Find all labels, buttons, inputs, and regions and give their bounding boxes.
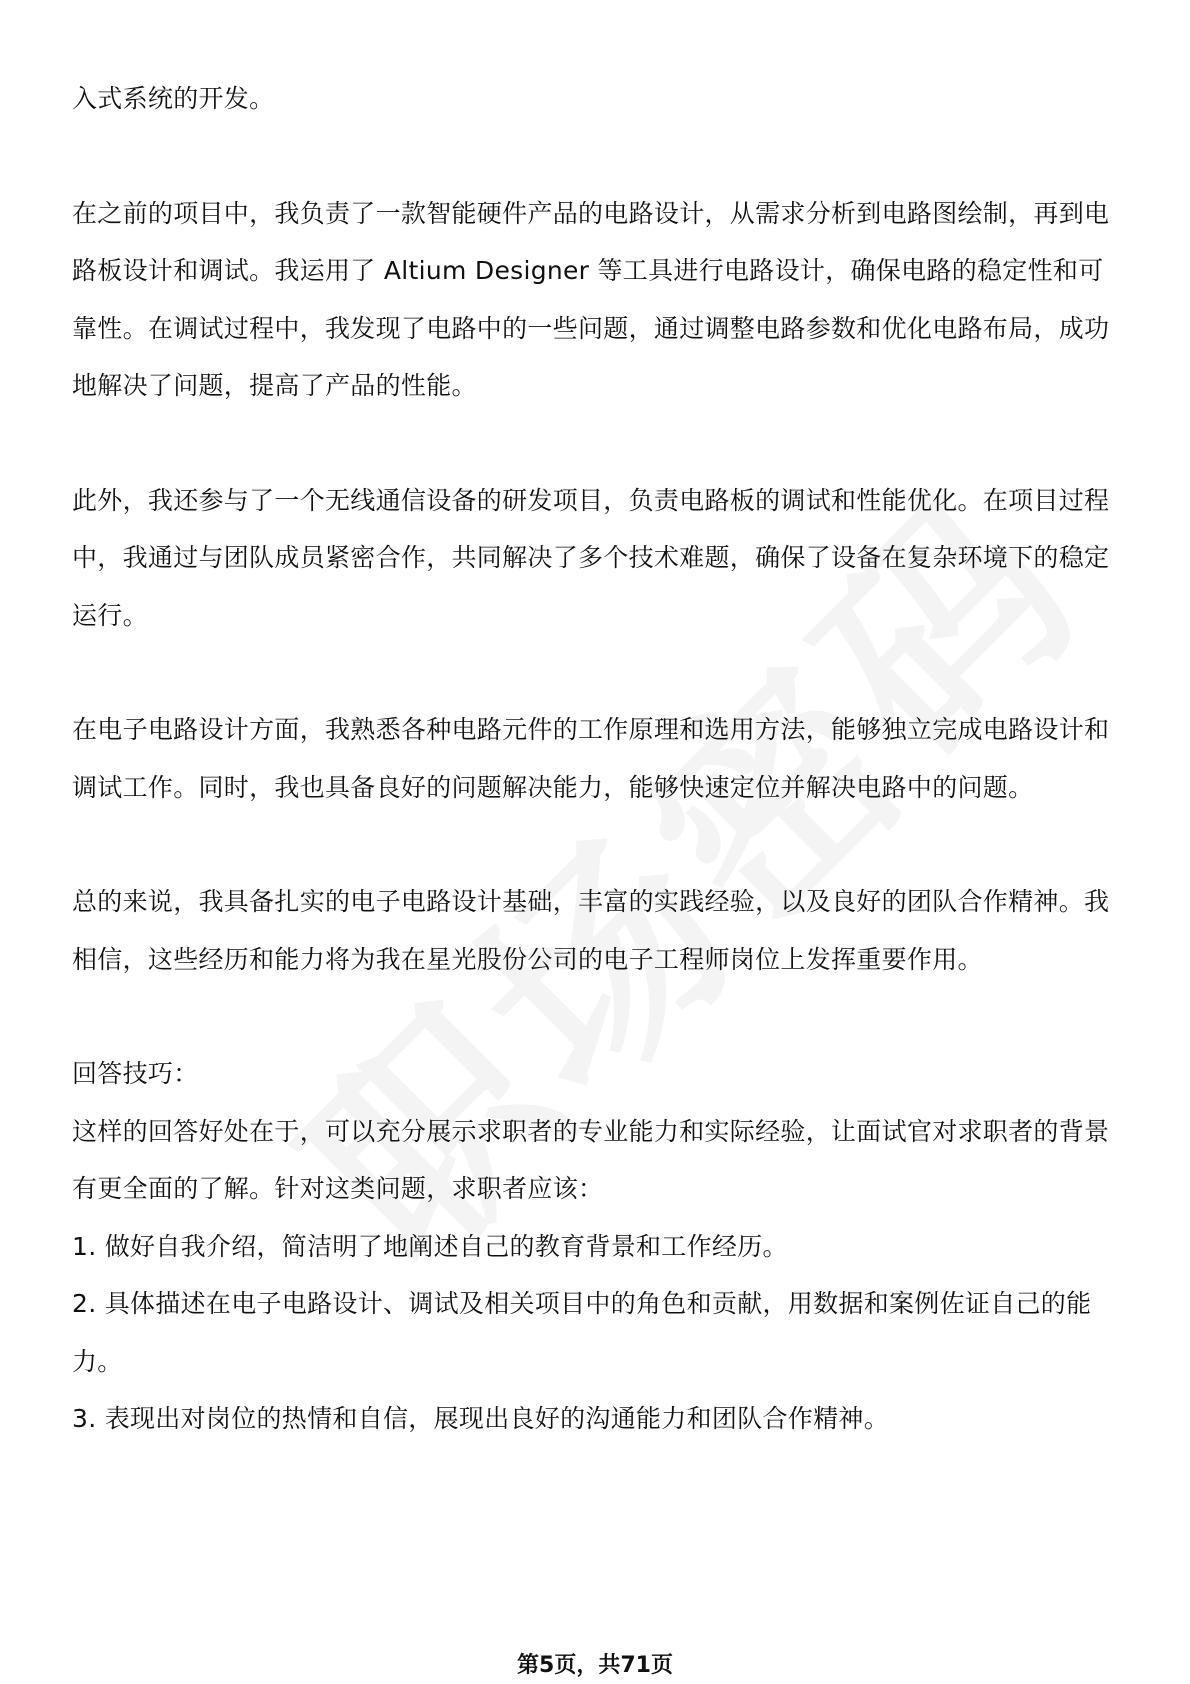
tip-item-2: 2. 具体描述在电子电路设计、调试及相关项目中的角色和贡献，用数据和案例佐证自己的能力。 <box>72 1289 1092 1376</box>
tip-item-3: 3. 表现出对岗位的热情和自信，展现出良好的沟通能力和团队合作精神。 <box>72 1404 890 1433</box>
paragraph-5: 总的来说，我具备扎实的电子电路设计基础，丰富的实践经验，以及良好的团队合作精神。我相信，这些经历和能力将为我在星光股份公司的电子工程师岗位上发挥重要作用。 <box>72 887 1110 974</box>
tip-item-1: 1. 做好自我介绍，简洁明了地阐述自己的教育背景和工作经历。 <box>72 1231 788 1261</box>
paragraph-3: 此外，我还参与了一个无线通信设备的研发项目，负责电路板的调试和性能优化。在项目过程中，我通过与团队成员紧密合作，共同解决了多个技术难题，确保了设备在复杂环境下的稳定运行。 <box>72 485 1110 630</box>
paragraph-4: 在电子电路设计方面，我熟悉各种电路元件的工作原理和选用方法，能够独立完成电路设计和调试工作。同时，我也具备良好的问题解决能力，能够快速定位并解决电路中的问题。 <box>72 715 1110 802</box>
spacer <box>72 644 1117 701</box>
spacer <box>72 415 1117 472</box>
page-content <box>72 70 1117 1448</box>
spacer <box>72 816 1117 873</box>
tips-heading: 回答技巧： <box>72 1059 199 1088</box>
tips-intro: 这样的回答好处在于，可以充分展示求职者的专业能力和实际经验，让面试官对求职者的背景有更全面的了解。针对这类问题，求职者应该： <box>72 1116 1110 1203</box>
spacer <box>72 128 1117 185</box>
page-number: 第5页，共71页 <box>517 1653 673 1678</box>
paragraph-2: 在之前的项目中，我负责了一款智能硬件产品的电路设计，从需求分析到电路图绘制，再到电路板设计和调试。我运用了 Altium Designer 等工具进行电路设计，确保电路的稳定性和可靠性。在调试过程中，我发现了电路中的一些问题，通过调整电路参数和优化电路布局，成功地解决了问题，提高了产品的性能。 <box>72 198 1110 400</box>
spacer <box>72 988 1117 1045</box>
paragraph-1: 入式系统的开发。 <box>72 84 275 113</box>
